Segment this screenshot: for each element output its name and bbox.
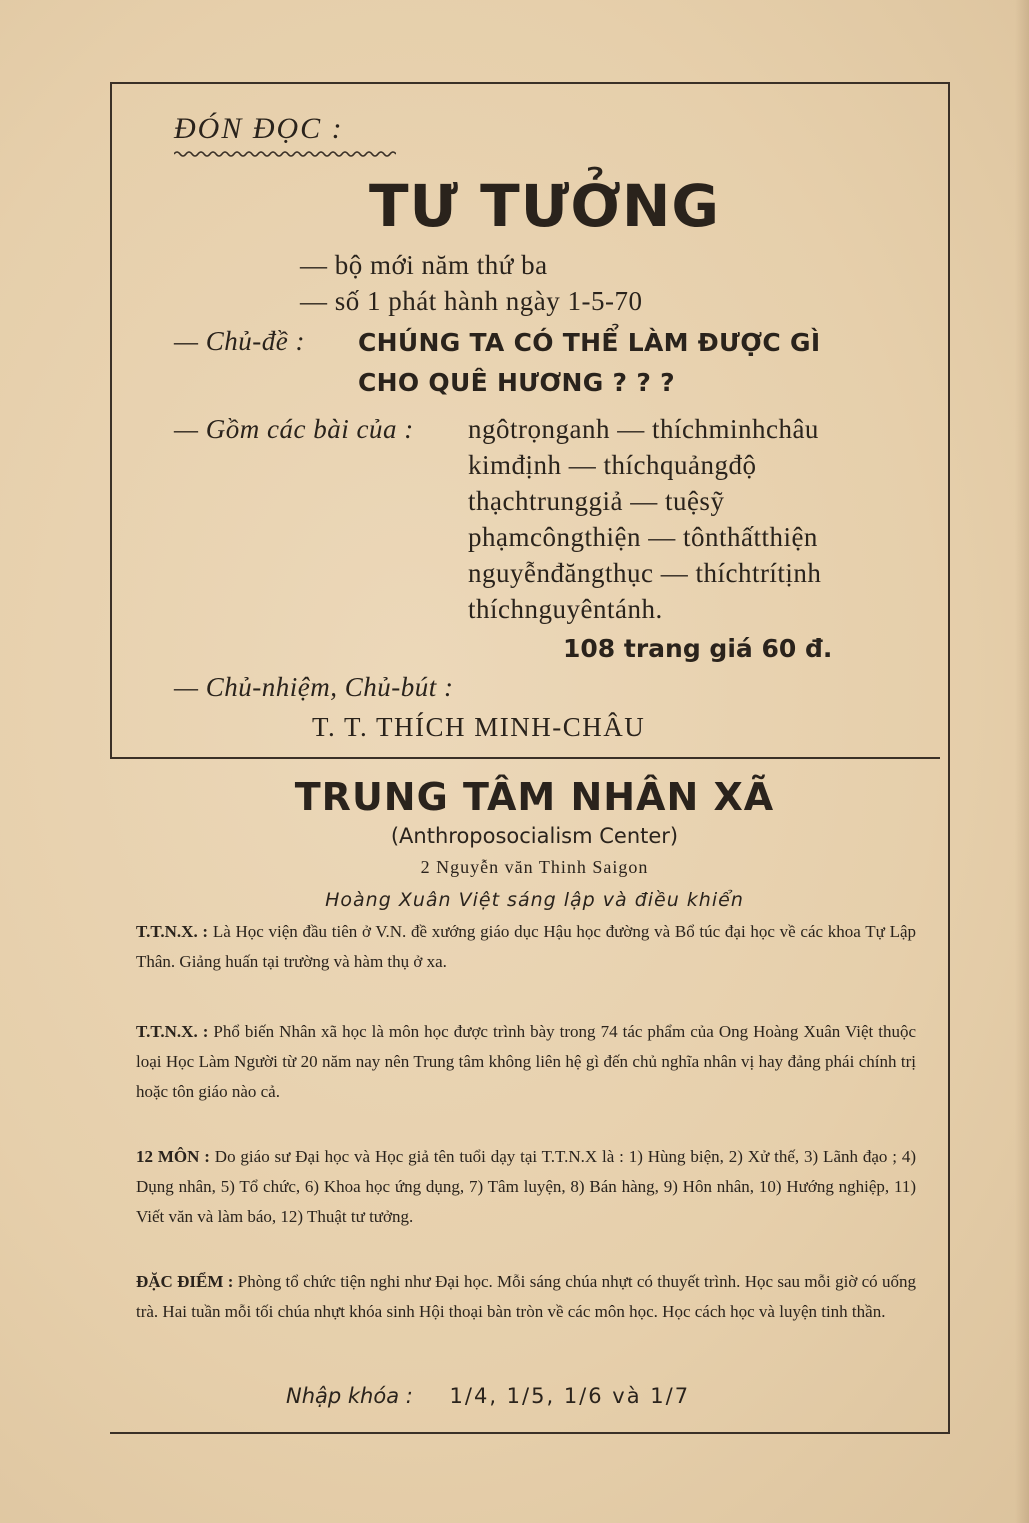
paragraph-text: Phòng tổ chức tiện nghi như Đại học. Mỗi sáng chúa nhựt có thuyết trình. Học sau mỗi giờ có uống trà. Hai tuần mỗi tối chúa nhựt khóa sinh Hội thoại bàn tròn về các môn học. Học cách học và luyện tinh thần. [136, 1272, 916, 1321]
section-divider-rule [110, 757, 940, 759]
paragraph-subjects [136, 1142, 916, 1232]
author-line: thíchnguyêntánh. [468, 594, 663, 624]
director-name: T. T. THÍCH MINH-CHÂU [312, 712, 646, 742]
author-line: ngôtrọnganh — thíchminhchâu [468, 414, 819, 444]
theme-line-2: CHO QUÊ HƯƠNG ? ? ? [358, 368, 675, 397]
author-line: phạmcôngthiện — tônthấtthiện [468, 522, 818, 552]
center-title: TRUNG TÂM NHÂN XÃ [294, 775, 775, 819]
paragraph-lead: ĐẶC ĐIỂM : [136, 1272, 234, 1291]
paragraph-purpose [136, 1017, 916, 1107]
author-line: kimđịnh — thíchquảngđộ [468, 450, 757, 480]
center-founder: Hoàng Xuân Việt sáng lập và điều khiển [325, 889, 744, 911]
price-label: 108 trang giá 60 đ. [563, 634, 833, 663]
wavy-underline [174, 150, 396, 158]
authors-label: — Gồm các bài của : [174, 414, 414, 444]
paragraph-lead: 12 MÔN : [136, 1147, 210, 1166]
theme-line-1: CHÚNG TA CÓ THỂ LÀM ĐƯỢC GÌ [358, 328, 821, 357]
paragraph-text: Là Học viện đầu tiên ở V.N. đề xướng giáo dục Hậu học đường và Bổ túc đại học về các khoa Tự Lập Thân. Giảng huấn tại trường và hàm thụ ở xa. [136, 922, 916, 971]
enrollment-line [286, 1384, 690, 1408]
author-line: nguyễnđăngthục — thíchtrítịnh [468, 558, 822, 588]
read-heading: ĐÓN ĐỌC : [174, 112, 344, 145]
paragraph-lead: T.T.N.X. : [136, 1022, 209, 1041]
center-address: 2 Nguyễn văn Thinh Saigon [420, 857, 649, 877]
paragraph-text: Phổ biến Nhân xã học là môn học được trình bày trong 74 tác phẩm của Ong Hoàng Xuân Việt thuộc loại Học Làm Người từ 20 năm nay nên Trung tâm không liên hệ gì đến chủ nghĩa nhân vị hay đảng phái chính trị hoặc tôn giáo nào cả. [136, 1022, 917, 1101]
center-subtitle-en: (Anthroposocialism Center) [390, 824, 679, 848]
issue-line-2: — số 1 phát hành ngày 1-5-70 [300, 286, 643, 316]
paragraph-features [136, 1267, 916, 1327]
enrollment-dates: 1/4, 1/5, 1/6 và 1/7 [449, 1384, 691, 1408]
paragraph-text: Do giáo sư Đại học và Học giả tên tuổi dạy tại T.T.N.X là : 1) Hùng biện, 2) Xử thế, 3) Lãnh đạo ; 4) Dụng nhân, 5) Tổ chức, 6) Khoa học ứng dụng, 7) Tâm luyện, 8) Bán hàng, 9) Hôn nhân, 10) Hướng nghiệp, 11) Viết văn và làm báo, 12) Thuật tư tưởng. [136, 1147, 916, 1226]
enrollment-label: Nhập khóa : [286, 1384, 413, 1408]
paragraph-lead: T.T.N.X. : [136, 922, 209, 941]
issue-line-1: — bộ mới năm thứ ba [300, 250, 548, 280]
director-label: — Chủ-nhiệm, Chủ-bút : [174, 672, 454, 702]
magazine-title: TƯ TƯỞNG [368, 172, 721, 240]
author-line: thạchtrunggiả — tuệsỹ [468, 486, 725, 516]
paragraph-intro [136, 917, 916, 977]
theme-label: — Chủ-đề : [174, 326, 305, 356]
